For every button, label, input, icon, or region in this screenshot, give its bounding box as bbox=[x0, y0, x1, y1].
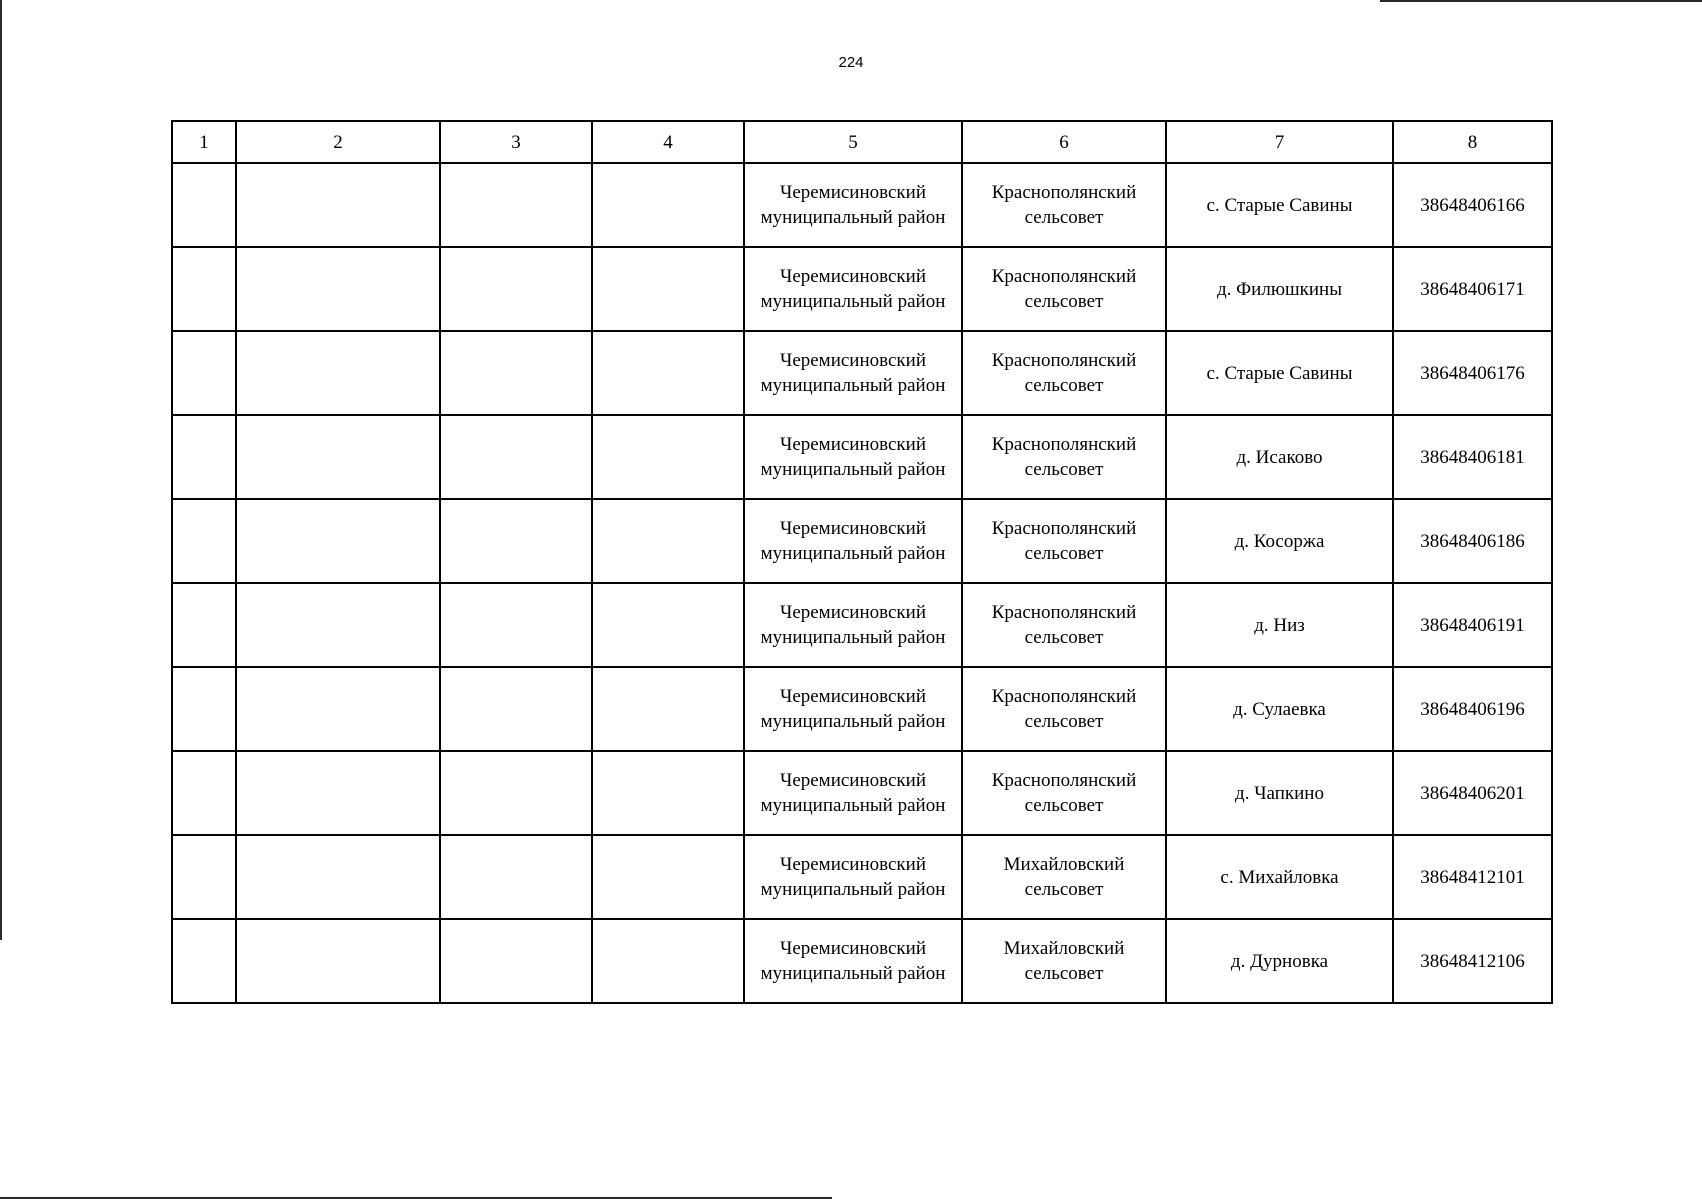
cell-council: Краснополянский сельсовет bbox=[962, 331, 1166, 415]
cell-settlement: д. Исаково bbox=[1166, 415, 1393, 499]
cell-col-4 bbox=[592, 163, 744, 247]
cell-col-4 bbox=[592, 835, 744, 919]
page-number: 224 bbox=[838, 54, 864, 71]
cell-col-4 bbox=[592, 499, 744, 583]
cell-district: Черемисиновский муниципальный район bbox=[744, 499, 962, 583]
table-row bbox=[172, 331, 1552, 415]
cell-oktmo-code: 38648406171 bbox=[1393, 247, 1552, 331]
cell-settlement: д. Дурновка bbox=[1166, 919, 1393, 1003]
cell-settlement: д. Филюшкины bbox=[1166, 247, 1393, 331]
column-header: 1 bbox=[172, 121, 236, 163]
cell-col-4 bbox=[592, 247, 744, 331]
cell-council: Краснополянский сельсовет bbox=[962, 751, 1166, 835]
cell-oktmo-code: 38648406196 bbox=[1393, 667, 1552, 751]
cell-council: Краснополянский сельсовет bbox=[962, 499, 1166, 583]
cell-oktmo-code: 38648406166 bbox=[1393, 163, 1552, 247]
cell-col-2 bbox=[236, 583, 440, 667]
cell-oktmo-code: 38648406176 bbox=[1393, 331, 1552, 415]
cell-col-3 bbox=[440, 835, 592, 919]
cell-col-4 bbox=[592, 751, 744, 835]
column-header: 3 bbox=[440, 121, 592, 163]
cell-settlement: с. Михайловка bbox=[1166, 835, 1393, 919]
table-row bbox=[172, 667, 1552, 751]
cell-district: Черемисиновский муниципальный район bbox=[744, 835, 962, 919]
cell-oktmo-code: 38648406186 bbox=[1393, 499, 1552, 583]
cell-col-3 bbox=[440, 331, 592, 415]
column-header: 6 bbox=[962, 121, 1166, 163]
cell-council: Михайловский сельсовет bbox=[962, 919, 1166, 1003]
cell-district: Черемисиновский муниципальный район bbox=[744, 751, 962, 835]
cell-district: Черемисиновский муниципальный район bbox=[744, 919, 962, 1003]
table-row bbox=[172, 247, 1552, 331]
cell-col-1 bbox=[172, 835, 236, 919]
table-row bbox=[172, 499, 1552, 583]
cell-col-4 bbox=[592, 667, 744, 751]
cell-col-1 bbox=[172, 331, 236, 415]
cell-oktmo-code: 38648406191 bbox=[1393, 583, 1552, 667]
cell-col-3 bbox=[440, 919, 592, 1003]
cell-col-1 bbox=[172, 751, 236, 835]
cell-council: Краснополянский сельсовет bbox=[962, 583, 1166, 667]
cell-col-1 bbox=[172, 499, 236, 583]
cell-col-4 bbox=[592, 583, 744, 667]
table-row bbox=[172, 163, 1552, 247]
cell-col-2 bbox=[236, 499, 440, 583]
cell-col-1 bbox=[172, 163, 236, 247]
cell-oktmo-code: 38648412106 bbox=[1393, 919, 1552, 1003]
cell-col-3 bbox=[440, 751, 592, 835]
cell-col-1 bbox=[172, 415, 236, 499]
cell-col-3 bbox=[440, 247, 592, 331]
cell-col-1 bbox=[172, 247, 236, 331]
cell-settlement: д. Чапкино bbox=[1166, 751, 1393, 835]
table-row bbox=[172, 751, 1552, 835]
cell-col-3 bbox=[440, 499, 592, 583]
cell-col-1 bbox=[172, 919, 236, 1003]
table-body bbox=[172, 163, 1552, 1003]
cell-council: Краснополянский сельсовет bbox=[962, 667, 1166, 751]
table-row bbox=[172, 835, 1552, 919]
cell-district: Черемисиновский муниципальный район bbox=[744, 415, 962, 499]
cell-col-2 bbox=[236, 667, 440, 751]
cell-settlement: д. Низ bbox=[1166, 583, 1393, 667]
cell-settlement: д. Косоржа bbox=[1166, 499, 1393, 583]
cell-col-2 bbox=[236, 919, 440, 1003]
cell-district: Черемисиновский муниципальный район bbox=[744, 331, 962, 415]
cell-col-2 bbox=[236, 247, 440, 331]
scan-edge-left bbox=[0, 0, 2, 940]
cell-col-1 bbox=[172, 583, 236, 667]
cell-district: Черемисиновский муниципальный район bbox=[744, 667, 962, 751]
cell-settlement: д. Сулаевка bbox=[1166, 667, 1393, 751]
cell-council: Краснополянский сельсовет bbox=[962, 247, 1166, 331]
column-header: 2 bbox=[236, 121, 440, 163]
column-header: 8 bbox=[1393, 121, 1552, 163]
cell-col-2 bbox=[236, 331, 440, 415]
column-header: 5 bbox=[744, 121, 962, 163]
cell-council: Михайловский сельсовет bbox=[962, 835, 1166, 919]
cell-oktmo-code: 38648406201 bbox=[1393, 751, 1552, 835]
cell-col-3 bbox=[440, 163, 592, 247]
cell-district: Черемисиновский муниципальный район bbox=[744, 583, 962, 667]
cell-col-3 bbox=[440, 667, 592, 751]
cell-col-4 bbox=[592, 919, 744, 1003]
table-row bbox=[172, 583, 1552, 667]
table-row bbox=[172, 919, 1552, 1003]
cell-col-3 bbox=[440, 583, 592, 667]
column-header: 4 bbox=[592, 121, 744, 163]
cell-district: Черемисиновский муниципальный район bbox=[744, 163, 962, 247]
cell-settlement: с. Старые Савины bbox=[1166, 331, 1393, 415]
scan-edge-top bbox=[1380, 0, 1702, 2]
cell-col-3 bbox=[440, 415, 592, 499]
cell-col-4 bbox=[592, 331, 744, 415]
cell-settlement: с. Старые Савины bbox=[1166, 163, 1393, 247]
cell-council: Краснополянский сельсовет bbox=[962, 415, 1166, 499]
cell-district: Черемисиновский муниципальный район bbox=[744, 247, 962, 331]
cell-oktmo-code: 38648406181 bbox=[1393, 415, 1552, 499]
cell-col-1 bbox=[172, 667, 236, 751]
table-header-row bbox=[172, 121, 1552, 163]
cell-oktmo-code: 38648412101 bbox=[1393, 835, 1552, 919]
cell-col-2 bbox=[236, 835, 440, 919]
column-header: 7 bbox=[1166, 121, 1393, 163]
table-row bbox=[172, 415, 1552, 499]
scan-edge-bottom bbox=[0, 1197, 832, 1199]
cell-col-4 bbox=[592, 415, 744, 499]
settlements-table bbox=[171, 120, 1553, 1004]
cell-col-2 bbox=[236, 751, 440, 835]
cell-col-2 bbox=[236, 415, 440, 499]
cell-council: Краснополянский сельсовет bbox=[962, 163, 1166, 247]
cell-col-2 bbox=[236, 163, 440, 247]
